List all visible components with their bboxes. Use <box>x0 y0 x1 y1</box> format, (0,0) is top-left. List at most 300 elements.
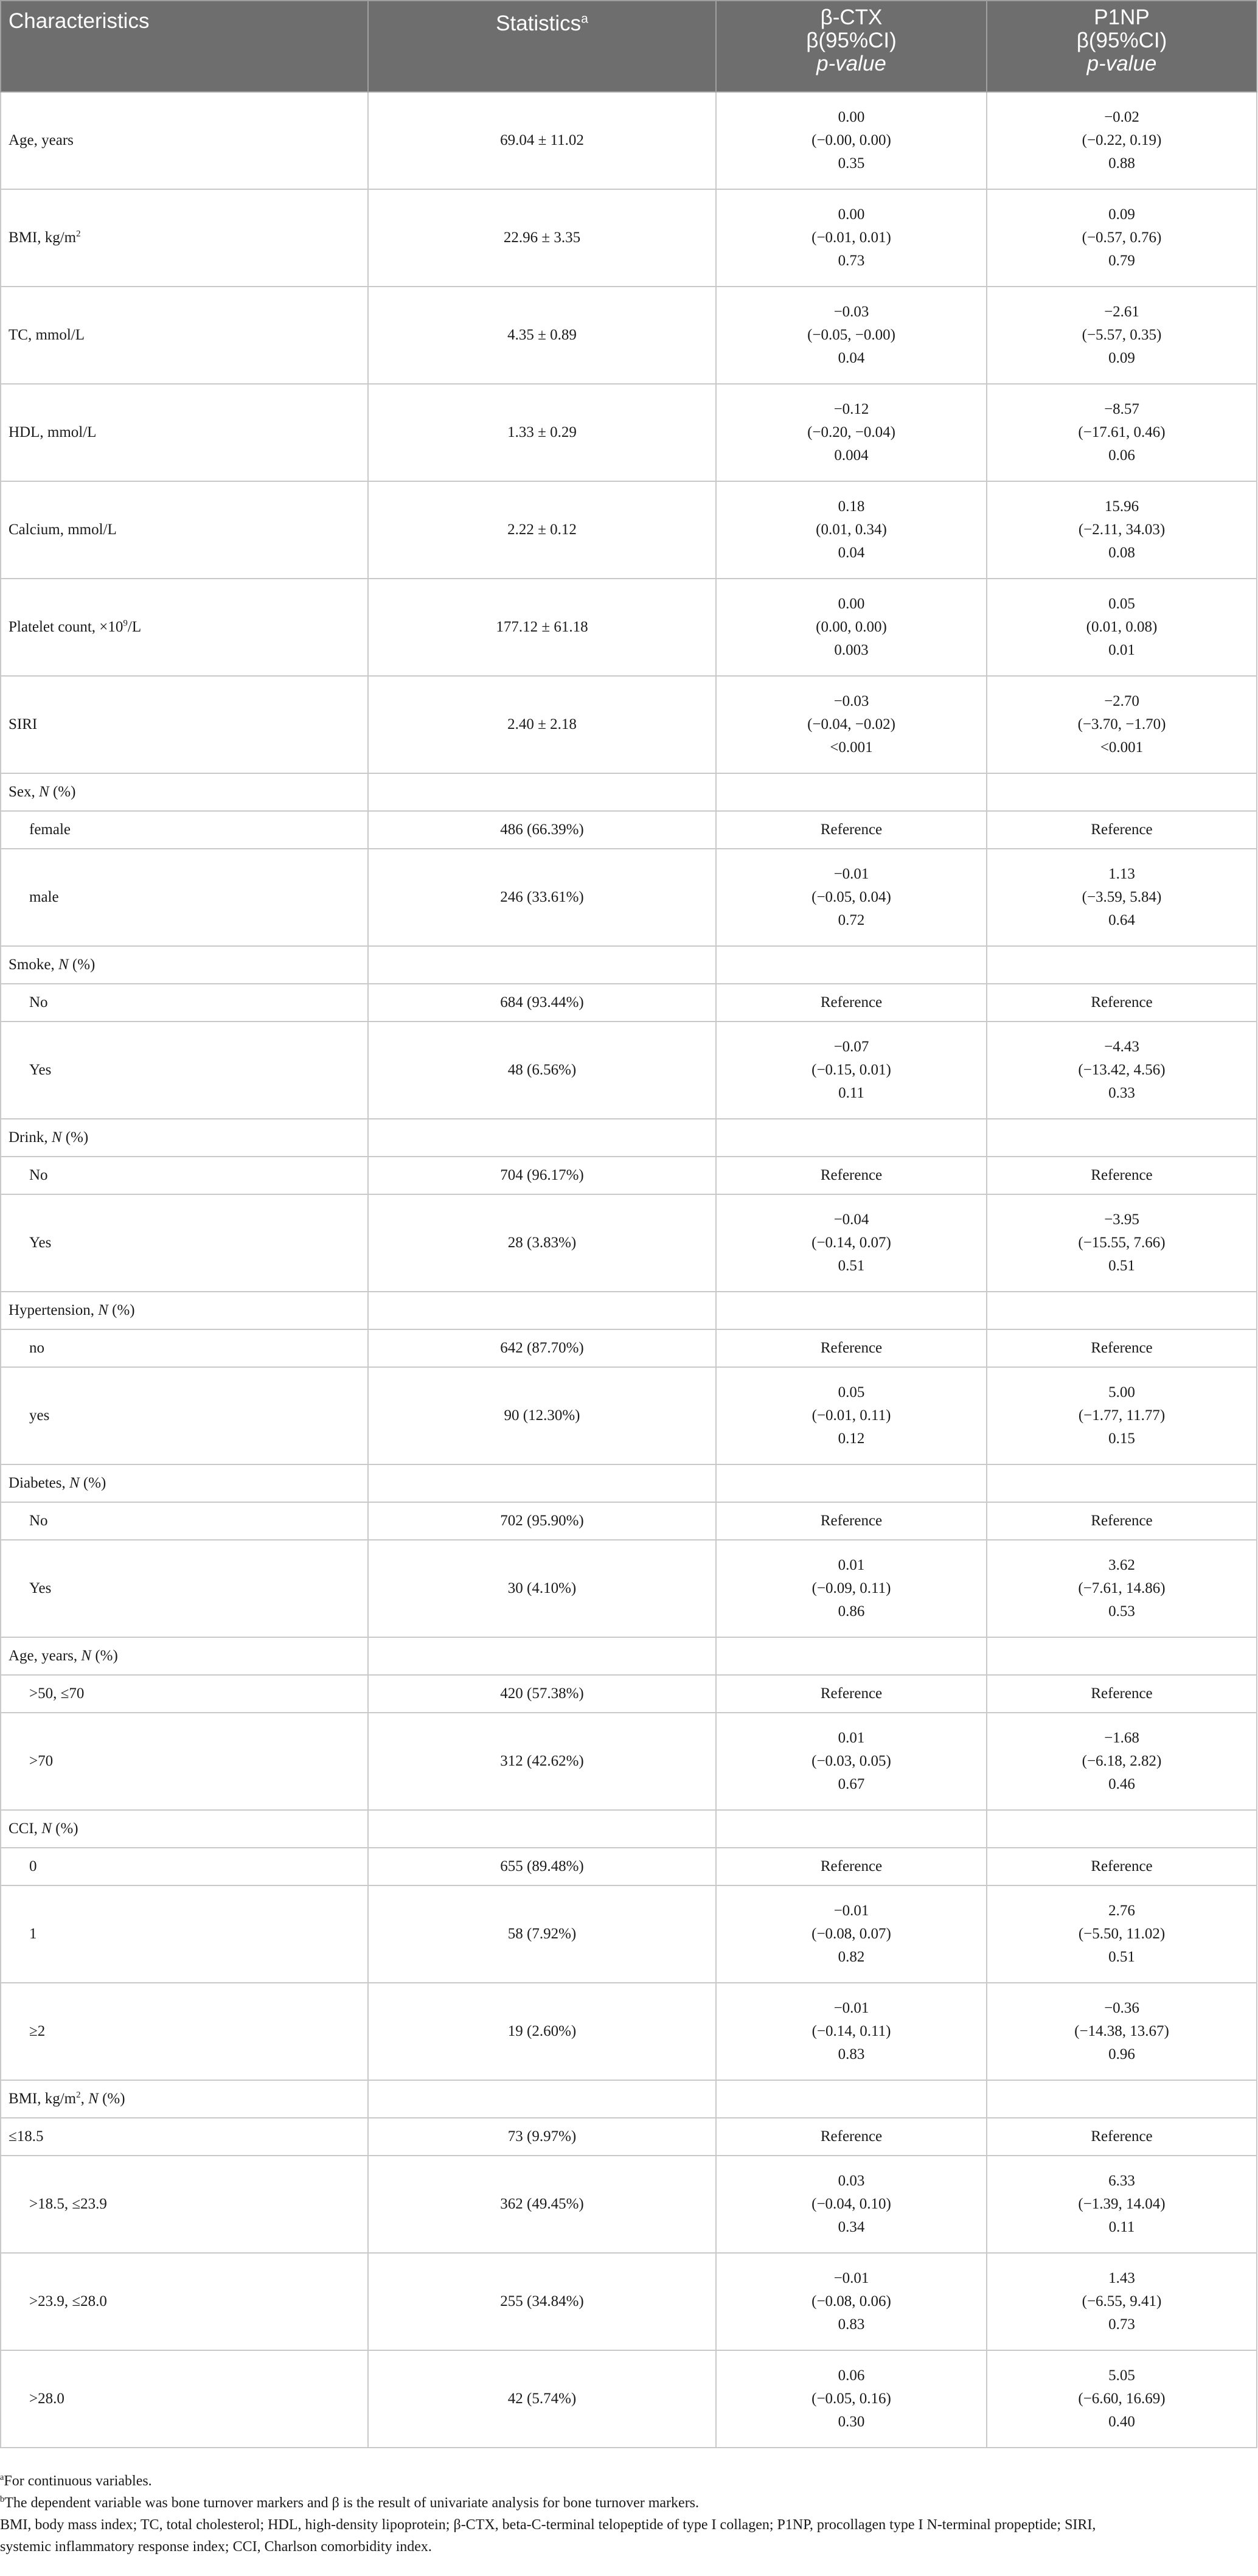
row-p1np-line: 0.88 <box>1108 155 1135 172</box>
row-label-text: HDL, mmol/L <box>9 424 97 440</box>
row-statistics: 420 (57.38%) <box>368 1675 716 1713</box>
row-beta-ctx-line: 0.06 <box>838 2367 865 2384</box>
row-beta-ctx-line: 0.18 <box>838 498 865 515</box>
table-row <box>1 92 1257 189</box>
group-title-n: N <box>39 784 49 800</box>
row-label-text: BMI, kg/m <box>9 229 77 246</box>
group-title-suffix: (%) <box>49 784 76 800</box>
row-p1np-line: 0.79 <box>1108 252 1135 269</box>
group-title-n: N <box>98 1302 108 1318</box>
group-title-text: Age, years, <box>9 1648 82 1664</box>
row-beta-ctx <box>716 189 987 287</box>
row-p1np-line: (−3.59, 5.84) <box>1082 889 1162 905</box>
row-p1np-line: −2.70 <box>1104 693 1139 709</box>
row-label-text: Platelet count, ×10 <box>9 619 123 635</box>
table-row <box>1 2118 1257 2156</box>
group-title-text: BMI, kg/m <box>9 2090 77 2107</box>
row-label: 0 <box>1 1848 368 1885</box>
row-beta-ctx-line: Reference <box>820 1167 883 1183</box>
row-beta-ctx <box>716 1367 987 1464</box>
row-label <box>1 287 368 384</box>
group-title-suffix: (%) <box>61 1129 89 1146</box>
group-title-n: N <box>69 1475 80 1491</box>
row-beta-ctx <box>716 1848 987 1885</box>
row-beta-ctx-line: 0.01 <box>838 1557 865 1573</box>
row-label <box>1 189 368 287</box>
row-p1np <box>987 1022 1257 1119</box>
row-p1np-line: 0.09 <box>1108 206 1135 223</box>
table-row <box>1 1157 1257 1194</box>
row-label: yes <box>1 1367 368 1464</box>
row-statistics: 19 (2.60%) <box>368 1983 716 2080</box>
row-p1np <box>987 287 1257 384</box>
group-header-row <box>1 773 1257 811</box>
group-title-suffix: (%) <box>108 1302 135 1318</box>
table-row <box>1 2156 1257 2253</box>
row-label-text: Age, years <box>9 132 74 148</box>
row-beta-ctx-line: (−0.05, −0.00) <box>807 327 895 343</box>
row-beta-ctx-line: (−0.14, 0.07) <box>811 1234 891 1251</box>
table-row <box>1 1983 1257 2080</box>
row-label-text: TC, mmol/L <box>9 327 85 343</box>
row-beta-ctx <box>716 1713 987 1810</box>
group-title <box>1 1637 368 1675</box>
row-beta-ctx-line: (−0.08, 0.07) <box>811 1926 891 1942</box>
row-p1np-line: 0.08 <box>1108 545 1135 561</box>
row-label-text: SIRI <box>9 716 38 733</box>
row-label-text: Calcium, mmol/L <box>9 521 117 538</box>
group-header-row <box>1 946 1257 984</box>
row-beta-ctx <box>716 1885 987 1983</box>
row-p1np-line: (−15.55, 7.66) <box>1078 1234 1166 1251</box>
row-p1np-line: (−6.55, 9.41) <box>1082 2293 1162 2310</box>
row-p1np-line: 0.01 <box>1108 642 1135 658</box>
row-beta-ctx <box>716 1194 987 1292</box>
row-p1np-line: 0.05 <box>1108 596 1135 612</box>
row-p1np-line: (−14.38, 13.67) <box>1074 2023 1169 2039</box>
row-beta-ctx-line: 0.83 <box>838 2316 865 2333</box>
empty-cell <box>368 1464 716 1502</box>
row-p1np-line: (−17.61, 0.46) <box>1078 424 1166 440</box>
table-row <box>1 1367 1257 1464</box>
row-p1np <box>987 1502 1257 1540</box>
group-header-row <box>1 1637 1257 1675</box>
row-beta-ctx <box>716 384 987 481</box>
empty-cell <box>368 1810 716 1848</box>
row-label: >70 <box>1 1713 368 1810</box>
group-title-text: Sex, <box>9 784 39 800</box>
row-p1np-line: −8.57 <box>1104 401 1139 417</box>
row-p1np <box>987 1367 1257 1464</box>
header-p1np: P1NP β(95%CI) p-value <box>987 1 1257 92</box>
table-row <box>1 984 1257 1022</box>
row-statistics: 2.40 ± 2.18 <box>368 676 716 773</box>
table-row <box>1 1675 1257 1713</box>
row-p1np <box>987 1885 1257 1983</box>
row-label: >18.5, ≤23.9 <box>1 2156 368 2253</box>
row-beta-ctx-line: 0.05 <box>838 1384 865 1401</box>
row-beta-ctx-line: −0.12 <box>833 401 869 417</box>
row-label: Yes <box>1 1540 368 1637</box>
row-statistics: 22.96 ± 3.35 <box>368 189 716 287</box>
row-beta-ctx <box>716 2118 987 2156</box>
group-title-text: Smoke, <box>9 956 58 973</box>
table-row <box>1 811 1257 849</box>
row-beta-ctx-line: Reference <box>820 1858 883 1875</box>
row-p1np <box>987 579 1257 676</box>
row-label: >23.9, ≤28.0 <box>1 2253 368 2350</box>
table-row <box>1 1848 1257 1885</box>
group-header-row <box>1 2080 1257 2118</box>
row-p1np-line: (−0.57, 0.76) <box>1082 229 1162 246</box>
row-label-suffix: /L <box>127 619 142 635</box>
row-p1np-line: 1.43 <box>1108 2270 1135 2286</box>
row-p1np-line: −1.68 <box>1104 1730 1139 1746</box>
table-row <box>1 1885 1257 1983</box>
row-beta-ctx <box>716 676 987 773</box>
group-title-text: CCI, <box>9 1820 42 1837</box>
row-beta-ctx <box>716 579 987 676</box>
table-row <box>1 1502 1257 1540</box>
row-beta-ctx-line: 0.73 <box>838 252 865 269</box>
row-beta-ctx <box>716 2350 987 2448</box>
row-p1np-line: Reference <box>1091 1513 1153 1529</box>
row-beta-ctx <box>716 1675 987 1713</box>
footnote-a: $^a$For continuous variables. <box>0 2473 152 2489</box>
footnote-abbreviations: BMI, body mass index; TC, total cholesterol; HDL, high-density lipoprotein; β-CTX, beta-C-terminal telopeptide of type I collagen; P1NP, procollagen type I N-terminal propeptide; SIRI, <box>0 2517 1096 2533</box>
row-p1np-line: −0.02 <box>1104 109 1139 125</box>
row-statistics: 246 (33.61%) <box>368 849 716 946</box>
row-p1np <box>987 189 1257 287</box>
group-header-row <box>1 1464 1257 1502</box>
row-beta-ctx <box>716 1540 987 1637</box>
group-title-n: N <box>81 1648 92 1664</box>
table-row <box>1 481 1257 579</box>
row-beta-ctx-line: −0.01 <box>833 2270 869 2286</box>
row-p1np <box>987 1675 1257 1713</box>
row-beta-ctx-line: 0.003 <box>834 642 869 658</box>
row-beta-ctx-line: (−0.09, 0.11) <box>811 1580 891 1596</box>
row-beta-ctx-line: (0.01, 0.34) <box>816 521 887 538</box>
empty-cell <box>716 1119 987 1157</box>
group-title-text: Hypertension, <box>9 1302 99 1318</box>
row-statistics: 42 (5.74%) <box>368 2350 716 2448</box>
row-beta-ctx-line: 0.03 <box>838 2173 865 2189</box>
row-beta-ctx-line: Reference <box>820 1340 883 1356</box>
row-beta-ctx <box>716 849 987 946</box>
row-label: No <box>1 984 368 1022</box>
row-statistics: 48 (6.56%) <box>368 1022 716 1119</box>
footnotes <box>0 2470 1253 2558</box>
row-beta-ctx-line: (−0.20, −0.04) <box>807 424 895 440</box>
header-beta-ctx: β-CTX β(95%CI) p-value <box>716 1 987 92</box>
row-p1np <box>987 676 1257 773</box>
row-beta-ctx-line: (−0.05, 0.04) <box>811 889 891 905</box>
row-beta-ctx-line: 0.11 <box>838 1085 864 1101</box>
row-statistics: 362 (49.45%) <box>368 2156 716 2253</box>
row-p1np-line: 0.06 <box>1108 447 1135 464</box>
row-beta-ctx <box>716 92 987 189</box>
empty-cell <box>716 773 987 811</box>
row-statistics: 30 (4.10%) <box>368 1540 716 1637</box>
row-statistics: 655 (89.48%) <box>368 1848 716 1885</box>
row-beta-ctx <box>716 287 987 384</box>
row-label: No <box>1 1157 368 1194</box>
empty-cell <box>368 773 716 811</box>
row-beta-ctx-line: (−0.03, 0.05) <box>811 1753 891 1769</box>
group-title <box>1 1464 368 1502</box>
row-p1np-line: 6.33 <box>1108 2173 1135 2189</box>
group-title <box>1 2080 368 2118</box>
row-label: male <box>1 849 368 946</box>
row-label <box>1 579 368 676</box>
row-beta-ctx-line: 0.82 <box>838 1949 865 1965</box>
table-row <box>1 1713 1257 1810</box>
row-beta-ctx-line: <0.001 <box>830 739 873 756</box>
row-beta-ctx-line: 0.30 <box>838 2414 865 2430</box>
row-statistics: 177.12 ± 61.18 <box>368 579 716 676</box>
row-statistics: 486 (66.39%) <box>368 811 716 849</box>
group-title-suffix: (%) <box>98 2090 125 2107</box>
row-p1np-line: Reference <box>1091 1685 1153 1702</box>
row-p1np-line: 0.11 <box>1108 2219 1135 2235</box>
row-p1np-line: 0.96 <box>1108 2046 1135 2063</box>
empty-cell <box>716 946 987 984</box>
row-beta-ctx-line: (−0.00, 0.00) <box>811 132 891 148</box>
row-statistics: 58 (7.92%) <box>368 1885 716 1983</box>
row-beta-ctx-line: Reference <box>820 994 883 1011</box>
row-beta-ctx <box>716 1022 987 1119</box>
row-p1np-line: 3.62 <box>1108 1557 1135 1573</box>
row-p1np-line: (−7.61, 14.86) <box>1078 1580 1166 1596</box>
table-row <box>1 579 1257 676</box>
row-beta-ctx-line: −0.03 <box>833 693 869 709</box>
row-beta-ctx-line: 0.01 <box>838 1730 865 1746</box>
table-body <box>1 92 1257 2448</box>
table-row <box>1 1194 1257 1292</box>
row-label: >28.0 <box>1 2350 368 2448</box>
row-p1np-line: Reference <box>1091 821 1153 838</box>
row-beta-ctx-line: 0.04 <box>838 350 865 366</box>
row-statistics: 1.33 ± 0.29 <box>368 384 716 481</box>
row-statistics: 702 (95.90%) <box>368 1502 716 1540</box>
row-beta-ctx-line: (−0.01, 0.01) <box>811 229 891 246</box>
row-p1np-line: Reference <box>1091 1340 1153 1356</box>
group-title-suffix: (%) <box>79 1475 106 1491</box>
row-p1np <box>987 481 1257 579</box>
row-p1np-line: 1.13 <box>1108 866 1135 882</box>
row-p1np-line: 2.76 <box>1108 1902 1135 1919</box>
row-beta-ctx-line: −0.01 <box>833 2000 869 2016</box>
row-p1np <box>987 1194 1257 1292</box>
row-p1np-line: (−5.50, 11.02) <box>1078 1926 1166 1942</box>
empty-cell <box>987 773 1257 811</box>
empty-cell <box>987 1637 1257 1675</box>
row-statistics: 2.22 ± 0.12 <box>368 481 716 579</box>
table-row <box>1 189 1257 287</box>
row-beta-ctx-line: 0.51 <box>838 1258 865 1274</box>
row-beta-ctx-line: 0.00 <box>838 206 865 223</box>
row-p1np <box>987 2253 1257 2350</box>
group-title-n: N <box>51 1129 62 1146</box>
row-p1np-line: (−1.39, 14.04) <box>1078 2196 1166 2212</box>
header-characteristics: Characteristics <box>1 1 368 92</box>
empty-cell <box>716 1810 987 1848</box>
row-beta-ctx-line: (−0.01, 0.11) <box>811 1407 891 1424</box>
row-p1np-line: 0.09 <box>1108 350 1135 366</box>
row-label-superscript: 2 <box>76 229 81 239</box>
group-header-row <box>1 1119 1257 1157</box>
row-beta-ctx-line: (−0.04, 0.10) <box>811 2196 891 2212</box>
group-header-row <box>1 1292 1257 1329</box>
group-title-text: Drink, <box>9 1129 52 1146</box>
table-row <box>1 1022 1257 1119</box>
empty-cell <box>368 946 716 984</box>
table-row <box>1 849 1257 946</box>
row-label <box>1 92 368 189</box>
header-statistics: Statistics$^a$ <box>368 1 716 92</box>
empty-cell <box>716 1637 987 1675</box>
row-label <box>1 384 368 481</box>
row-p1np-line: 0.64 <box>1108 912 1135 928</box>
row-beta-ctx-line: Reference <box>820 1513 883 1529</box>
row-beta-ctx-line: 0.67 <box>838 1776 865 1792</box>
group-title-suffix: (%) <box>91 1648 118 1664</box>
row-p1np <box>987 1540 1257 1637</box>
row-beta-ctx <box>716 1329 987 1367</box>
row-beta-ctx-line: Reference <box>820 821 883 838</box>
row-p1np-line: 0.46 <box>1108 1776 1135 1792</box>
row-label: Yes <box>1 1194 368 1292</box>
row-label: ≤18.5 <box>1 2118 368 2156</box>
table-row <box>1 384 1257 481</box>
row-statistics: 255 (34.84%) <box>368 2253 716 2350</box>
row-p1np-line: Reference <box>1091 1167 1153 1183</box>
table-row <box>1 676 1257 773</box>
group-title-text: Diabetes, <box>9 1475 69 1491</box>
table-row <box>1 2253 1257 2350</box>
row-statistics: 90 (12.30%) <box>368 1367 716 1464</box>
row-statistics: 684 (93.44%) <box>368 984 716 1022</box>
group-header-row <box>1 1810 1257 1848</box>
row-p1np-line: 0.15 <box>1108 1430 1135 1447</box>
row-beta-ctx-line: 0.35 <box>838 155 865 172</box>
empty-cell <box>987 1292 1257 1329</box>
row-p1np-line: (−1.77, 11.77) <box>1078 1407 1166 1424</box>
empty-cell <box>368 2080 716 2118</box>
group-title-n: N <box>41 1820 52 1837</box>
table-row <box>1 2350 1257 2448</box>
row-p1np-line: 0.73 <box>1108 2316 1135 2333</box>
row-p1np-line: 0.51 <box>1108 1258 1135 1274</box>
empty-cell <box>716 1464 987 1502</box>
row-beta-ctx-line: Reference <box>820 1685 883 1702</box>
row-p1np-line: Reference <box>1091 994 1153 1011</box>
row-p1np <box>987 849 1257 946</box>
row-beta-ctx-line: (−0.08, 0.06) <box>811 2293 891 2310</box>
row-beta-ctx-line: 0.004 <box>834 447 869 464</box>
row-p1np <box>987 2156 1257 2253</box>
row-beta-ctx-line: (−0.15, 0.01) <box>811 1062 891 1078</box>
row-beta-ctx <box>716 481 987 579</box>
row-p1np <box>987 1713 1257 1810</box>
row-label-superscript: 9 <box>123 618 128 628</box>
row-p1np-line: (−5.57, 0.35) <box>1082 327 1162 343</box>
row-statistics: 4.35 ± 0.89 <box>368 287 716 384</box>
group-title-superscript: 2 <box>76 2090 81 2100</box>
row-beta-ctx-line: Reference <box>820 2128 883 2145</box>
group-title <box>1 1810 368 1848</box>
row-beta-ctx-line: (−0.05, 0.16) <box>811 2390 891 2407</box>
row-p1np <box>987 384 1257 481</box>
footnote-abbreviations-cont: systemic inflammatory response index; CCI, Charlson comorbidity index. <box>0 2539 432 2555</box>
row-statistics: 73 (9.97%) <box>368 2118 716 2156</box>
row-beta-ctx-line: (−0.14, 0.11) <box>811 2023 891 2039</box>
row-label: No <box>1 1502 368 1540</box>
row-p1np <box>987 2118 1257 2156</box>
row-label <box>1 481 368 579</box>
row-p1np-line: 0.40 <box>1108 2414 1135 2430</box>
row-label: female <box>1 811 368 849</box>
row-p1np-line: 0.51 <box>1108 1949 1135 1965</box>
row-label: no <box>1 1329 368 1367</box>
row-beta-ctx-line: 0.34 <box>838 2219 865 2235</box>
group-title-suffix: (%) <box>68 956 96 973</box>
row-p1np <box>987 92 1257 189</box>
table-row <box>1 287 1257 384</box>
row-p1np-line: −3.95 <box>1104 1211 1139 1228</box>
row-p1np <box>987 1983 1257 2080</box>
row-p1np-line: 15.96 <box>1104 498 1139 515</box>
row-beta-ctx-line: 0.72 <box>838 912 865 928</box>
row-beta-ctx <box>716 1157 987 1194</box>
group-title <box>1 1292 368 1329</box>
group-title <box>1 773 368 811</box>
row-beta-ctx-line: −0.03 <box>833 304 869 320</box>
row-p1np-line: (−6.18, 2.82) <box>1082 1753 1162 1769</box>
empty-cell <box>368 1292 716 1329</box>
group-title <box>1 1119 368 1157</box>
row-p1np <box>987 1157 1257 1194</box>
table-header <box>1 1 1257 92</box>
group-title-n: N <box>58 956 69 973</box>
empty-cell <box>987 1464 1257 1502</box>
row-beta-ctx-line: −0.01 <box>833 866 869 882</box>
table-row <box>1 1540 1257 1637</box>
row-p1np-line: Reference <box>1091 2128 1153 2145</box>
row-p1np-line: <0.001 <box>1100 739 1144 756</box>
group-title-suffix: (%) <box>51 1820 78 1837</box>
empty-cell <box>716 1292 987 1329</box>
empty-cell <box>716 2080 987 2118</box>
row-p1np <box>987 2350 1257 2448</box>
row-label: Yes <box>1 1022 368 1119</box>
row-beta-ctx <box>716 2156 987 2253</box>
table-row <box>1 1329 1257 1367</box>
row-statistics: 69.04 ± 11.02 <box>368 92 716 189</box>
row-beta-ctx-line: −0.07 <box>833 1039 869 1055</box>
group-title-comma: , <box>80 2090 89 2107</box>
row-beta-ctx-line: 0.00 <box>838 109 865 125</box>
row-p1np-line: (−3.70, −1.70) <box>1077 716 1166 733</box>
row-p1np <box>987 1848 1257 1885</box>
group-title-n: N <box>88 2090 99 2107</box>
row-beta-ctx-line: 0.83 <box>838 2046 865 2063</box>
empty-cell <box>987 2080 1257 2118</box>
row-label: >50, ≤70 <box>1 1675 368 1713</box>
group-title <box>1 946 368 984</box>
row-beta-ctx-line: (−0.04, −0.02) <box>807 716 895 733</box>
